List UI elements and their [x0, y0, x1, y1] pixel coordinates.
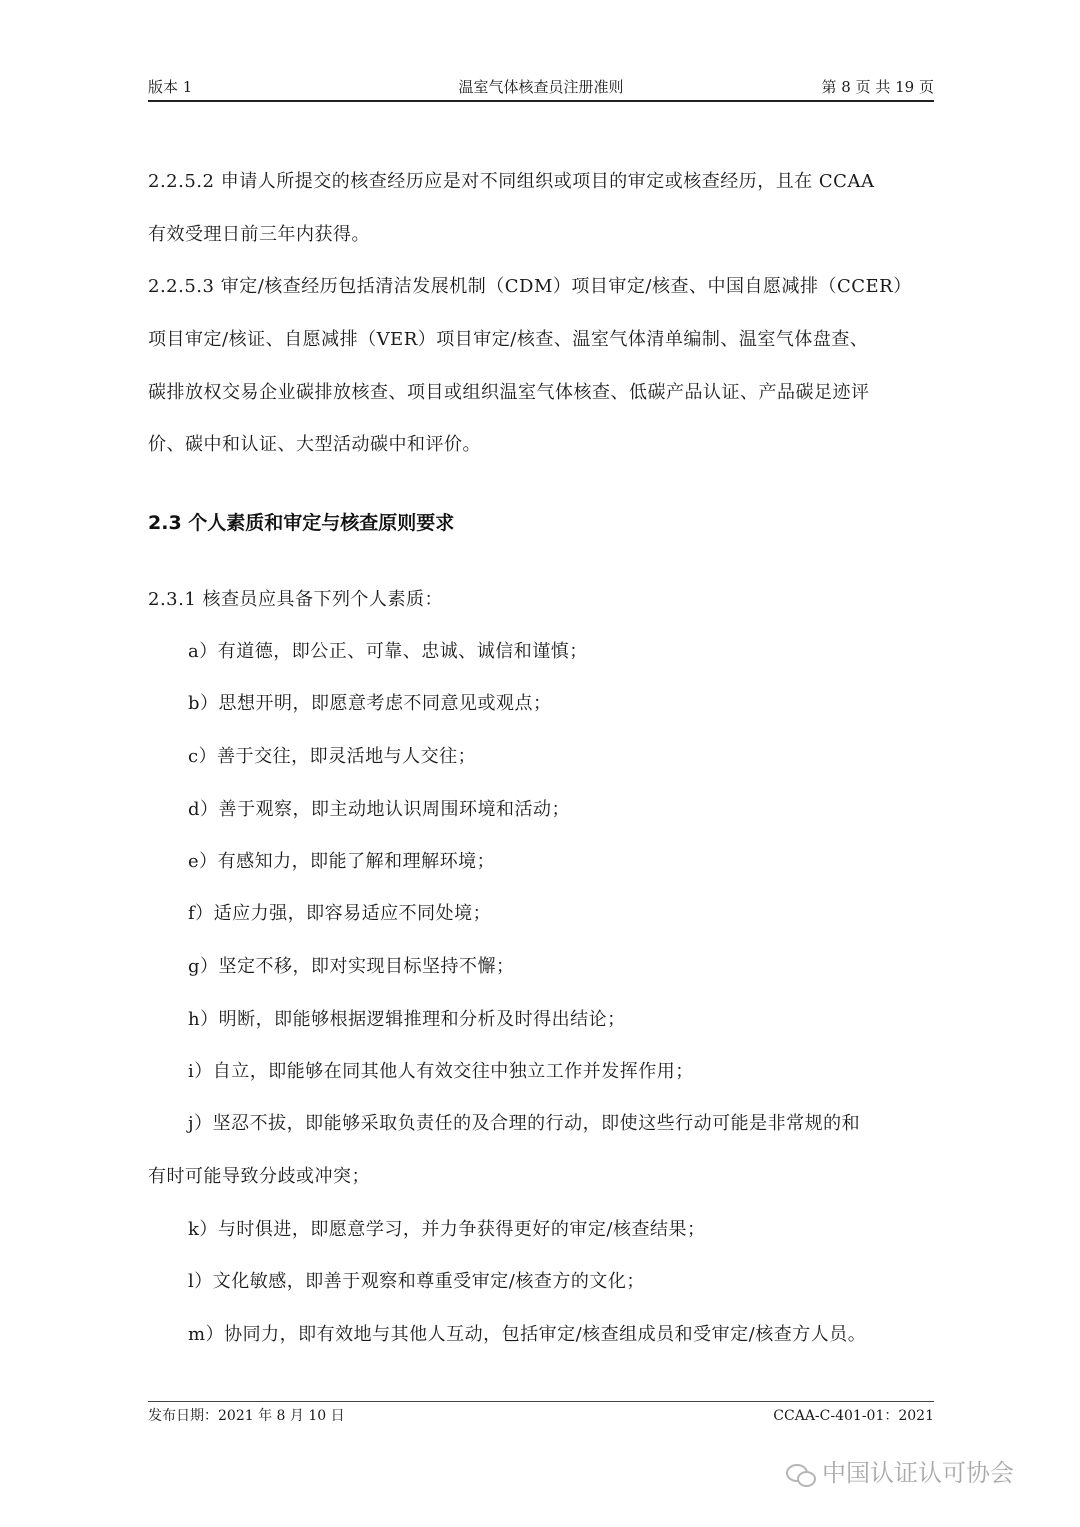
- list-item-l: l）文化敏感，即善于观察和尊重受审定/核查方的文化；: [188, 1271, 645, 1292]
- footer-doc-code: CCAA-C-401-01：2021: [773, 1408, 934, 1424]
- header-page-info: 第 8 页 共 19 页: [821, 78, 934, 96]
- para-2-3-1-intro: 2.3.1 核查员应具备下列个人素质：: [148, 589, 444, 610]
- para-2-2-5-3-line-3: 碳排放权交易企业碳排放核查、项目或组织温室气体核查、低碳产品认证、产品碳足迹评: [148, 382, 870, 403]
- list-item-c: c）善于交往，即灵活地与人交往；: [188, 746, 477, 767]
- footer-divider: [148, 1401, 934, 1402]
- section-heading-2-3: 2.3 个人素质和审定与核查原则要求: [148, 512, 455, 534]
- page-header: [148, 76, 934, 102]
- para-2-2-5-2-line-1: 2.2.5.2 申请人所提交的核查经历应是对不同组织或项目的审定或核查经历，且在 CCAA: [148, 171, 875, 192]
- para-2-2-5-3-line-2: 项目审定/核证、自愿减排（VER）项目审定/核查、温室气体清单编制、温室气体盘查、: [148, 329, 869, 350]
- list-item-h: h）明断，即能够根据逻辑推理和分析及时得出结论；: [188, 1009, 626, 1030]
- list-item-k: k）与时俱进，即愿意学习，并力争获得更好的审定/核查结果；: [188, 1219, 706, 1240]
- list-item-f: f）适应力强，即容易适应不同处境；: [188, 903, 492, 924]
- list-item-m: m）协同力，即有效地与其他人互动，包括审定/核查组成员和受审定/核查方人员。: [188, 1324, 867, 1345]
- watermark-text: 中国认证认可协会: [822, 1459, 1014, 1487]
- para-2-2-5-3-line-4: 价、碳中和认证、大型活动碳中和评价。: [148, 434, 481, 455]
- list-item-a: a）有道德，即公正、可靠、忠诚、诚信和谨慎；: [188, 641, 588, 662]
- page-footer: [148, 1406, 934, 1428]
- list-item-b: b）思想开明，即愿意考虑不同意见或观点；: [188, 693, 552, 714]
- header-version: 版本 1: [148, 78, 193, 96]
- list-item-e: e）有感知力，即能了解和理解环境；: [188, 851, 496, 872]
- wechat-icon: [786, 1462, 816, 1486]
- para-2-2-5-2-line-2: 有效受理日前三年内获得。: [148, 224, 370, 245]
- list-item-i: i）自立，即能够在同其他人有效交往中独立工作并发挥作用；: [188, 1061, 694, 1082]
- list-item-d: d）善于观察，即主动地认识周围环境和活动；: [188, 799, 571, 820]
- header-title: 温室气体核查员注册准则: [458, 78, 624, 96]
- para-2-2-5-3-line-1: 2.2.5.3 审定/核查经历包括清洁发展机制（CDM）项目审定/核查、中国自愿减排（CCER）: [148, 276, 912, 297]
- list-item-j-continued: 有时可能导致分歧或冲突；: [148, 1166, 370, 1187]
- header-divider: [148, 100, 934, 102]
- list-item-g: g）坚定不移，即对实现目标坚持不懈；: [188, 956, 515, 977]
- watermark: [786, 1456, 1014, 1490]
- footer-publish-date: 发布日期：2021 年 8 月 10 日: [148, 1408, 345, 1424]
- list-item-j: j）坚忍不拔，即能够采取负责任的及合理的行动，即使这些行动可能是非常规的和: [188, 1113, 861, 1134]
